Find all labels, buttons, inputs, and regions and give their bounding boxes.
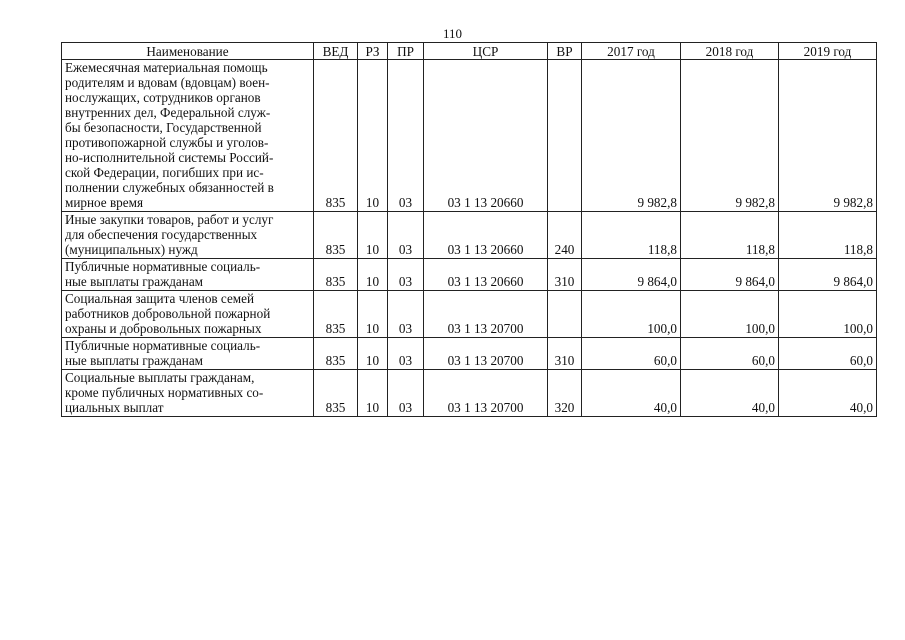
cell-pr: 03 xyxy=(388,60,424,212)
name-line: противопожарной службы и уголов- xyxy=(65,135,269,150)
table-body xyxy=(62,60,877,417)
cell-pr: 03 xyxy=(388,370,424,417)
header-csr: ЦСР xyxy=(424,43,548,60)
cell-2018: 118,8 xyxy=(681,212,779,259)
cell-2017: 118,8 xyxy=(582,212,681,259)
cell-pr: 03 xyxy=(388,338,424,370)
cell-pr: 03 xyxy=(388,212,424,259)
cell-rz: 10 xyxy=(358,338,388,370)
cell-2017: 60,0 xyxy=(582,338,681,370)
cell-name xyxy=(62,338,314,370)
name-line: Публичные нормативные социаль- xyxy=(65,338,261,353)
name-line: ные выплаты гражданам xyxy=(65,274,204,289)
cell-2018: 40,0 xyxy=(681,370,779,417)
name-line: циальных выплат xyxy=(65,400,164,415)
page-number: 110 xyxy=(442,26,463,41)
cell-csr: 03 1 13 20660 xyxy=(424,212,548,259)
cell-2019: 118,8 xyxy=(779,212,877,259)
cell-rz: 10 xyxy=(358,370,388,417)
cell-vr: 310 xyxy=(548,259,582,291)
cell-csr: 03 1 13 20700 xyxy=(424,338,548,370)
table-row xyxy=(62,60,877,212)
header-ved: ВЕД xyxy=(314,43,358,60)
cell-ved: 835 xyxy=(314,259,358,291)
cell-name xyxy=(62,291,314,338)
name-line: кроме публичных нормативных со- xyxy=(65,385,264,400)
cell-csr: 03 1 13 20660 xyxy=(424,259,548,291)
name-line: внутренних дел, Федеральной служ- xyxy=(65,105,271,120)
name-line: охраны и добровольных пожарных xyxy=(65,321,262,336)
name-line: родителям и вдовам (вдовцам) воен- xyxy=(65,75,270,90)
name-line: ные выплаты гражданам xyxy=(65,353,204,368)
cell-2017: 40,0 xyxy=(582,370,681,417)
header-name: Наименование xyxy=(62,43,314,60)
cell-2019: 60,0 xyxy=(779,338,877,370)
cell-name xyxy=(62,60,314,212)
table-row xyxy=(62,259,877,291)
cell-2017: 100,0 xyxy=(582,291,681,338)
name-line: нослужащих, сотрудников органов xyxy=(65,90,261,105)
cell-vr: 240 xyxy=(548,212,582,259)
cell-2018: 60,0 xyxy=(681,338,779,370)
cell-name xyxy=(62,259,314,291)
name-line: но-исполнительной системы Россий- xyxy=(65,150,274,165)
cell-ved: 835 xyxy=(314,291,358,338)
table-row xyxy=(62,338,877,370)
header-2018: 2018 год xyxy=(681,43,779,60)
cell-ved: 835 xyxy=(314,370,358,417)
cell-vr: 320 xyxy=(548,370,582,417)
cell-rz: 10 xyxy=(358,60,388,212)
budget-table xyxy=(61,42,877,417)
cell-2018: 100,0 xyxy=(681,291,779,338)
name-line: бы безопасности, Государственной xyxy=(65,120,262,135)
header-rz: РЗ xyxy=(358,43,388,60)
cell-csr: 03 1 13 20700 xyxy=(424,291,548,338)
cell-2019: 9 982,8 xyxy=(779,60,877,212)
cell-rz: 10 xyxy=(358,212,388,259)
name-line: работников добровольной пожарной xyxy=(65,306,271,321)
name-line: мирное время xyxy=(65,195,144,210)
cell-vr xyxy=(548,291,582,338)
name-line: Публичные нормативные социаль- xyxy=(65,259,261,274)
cell-vr xyxy=(548,60,582,212)
name-line: Социальные выплаты гражданам, xyxy=(65,370,255,385)
cell-name xyxy=(62,370,314,417)
cell-name xyxy=(62,212,314,259)
name-line: полнении служебных обязанностей в xyxy=(65,180,274,195)
table-row xyxy=(62,291,877,338)
cell-ved: 835 xyxy=(314,60,358,212)
cell-ved: 835 xyxy=(314,338,358,370)
cell-2019: 9 864,0 xyxy=(779,259,877,291)
cell-csr: 03 1 13 20660 xyxy=(424,60,548,212)
table-row xyxy=(62,370,877,417)
cell-2017: 9 982,8 xyxy=(582,60,681,212)
cell-pr: 03 xyxy=(388,259,424,291)
cell-rz: 10 xyxy=(358,259,388,291)
cell-2019: 100,0 xyxy=(779,291,877,338)
name-line: Иные закупки товаров, работ и услуг xyxy=(65,212,274,227)
name-line: ской Федерации, погибших при ис- xyxy=(65,165,264,180)
header-2019: 2019 год xyxy=(779,43,877,60)
header-vr: ВР xyxy=(548,43,582,60)
table-header-row xyxy=(62,43,877,60)
cell-2018: 9 864,0 xyxy=(681,259,779,291)
cell-vr: 310 xyxy=(548,338,582,370)
table-row xyxy=(62,212,877,259)
header-pr: ПР xyxy=(388,43,424,60)
name-line: для обеспечения государственных xyxy=(65,227,258,242)
cell-2017: 9 864,0 xyxy=(582,259,681,291)
cell-csr: 03 1 13 20700 xyxy=(424,370,548,417)
cell-2018: 9 982,8 xyxy=(681,60,779,212)
name-line: Социальная защита членов семей xyxy=(65,291,255,306)
name-line: Ежемесячная материальная помощь xyxy=(65,60,268,75)
name-line: (муниципальных) нужд xyxy=(65,242,198,257)
cell-2019: 40,0 xyxy=(779,370,877,417)
header-2017: 2017 год xyxy=(582,43,681,60)
cell-pr: 03 xyxy=(388,291,424,338)
cell-rz: 10 xyxy=(358,291,388,338)
cell-ved: 835 xyxy=(314,212,358,259)
